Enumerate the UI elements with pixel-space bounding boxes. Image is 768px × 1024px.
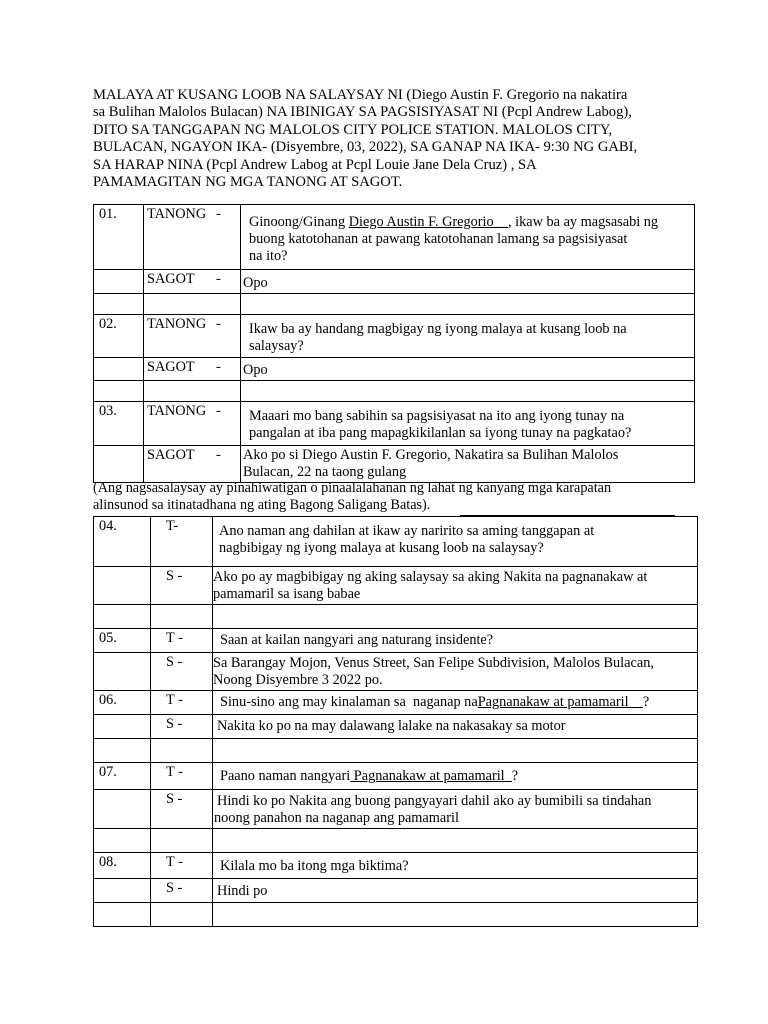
question-number: 06. [94, 691, 151, 715]
question-number: 04. [94, 517, 151, 567]
empty-cell [94, 715, 151, 739]
answer-text: Ako po si Diego Austin F. Gregorio, Nakatira sa Bulihan Malolos Bulacan, 22 na taong gulang [241, 446, 695, 483]
answer-label: SAGOT - [144, 358, 241, 381]
header-line: BULACAN, NGAYON IKA- (Disyembre, 03, 2022), SA GANAP NA IKA- 9:30 NG GABI, [93, 139, 638, 156]
question-text: Kilala mo ba itong mga biktima? [213, 853, 698, 879]
question-number: 05. [94, 629, 151, 653]
header-line: PAMAMAGITAN NG MGA TANONG AT SAGOT. [93, 174, 403, 191]
question-label: T - [151, 691, 213, 715]
question-label: T- [151, 517, 213, 567]
question-text: Maaari mo bang sabihin sa pagsisiyasat na ito ang iyong tunay na pangalan at iba pang mapagkikilanlan sa iyong tunay na pagkatao? [241, 402, 695, 446]
question-label: T - [151, 853, 213, 879]
blank-fill: Pagnanakaw at pamamaril [350, 768, 512, 784]
question-number: 03. [94, 402, 144, 446]
header-line: SA HARAP NINA (Pcpl Andrew Labog at Pcpl Louie Jane Dela Cruz) , SA [93, 156, 537, 173]
answer-label: S - [151, 653, 213, 691]
question-label: TANONG - [144, 205, 241, 270]
question-label: T - [151, 763, 213, 790]
answer-label: S - [151, 567, 213, 605]
answer-label: S - [151, 715, 213, 739]
blank-fill: Pagnanakaw at pamamaril [477, 694, 643, 710]
qa-table-part-1 [93, 204, 695, 483]
question-number: 07. [94, 763, 151, 790]
empty-cell [94, 358, 144, 381]
answer-text: Sa Barangay Mojon, Venus Street, San Felipe Subdivision, Malolos Bulacan, Noong Disyembre 3 2022 po. [213, 653, 698, 691]
empty-cell [94, 653, 151, 691]
question-text: Saan at kailan nangyari ang naturang insidente? [213, 629, 698, 653]
question-text: Ginoong/Ginang Diego Austin F. Gregorio__, ikaw ba ay magsasabi ng buong katotohanan at pawang katotohanan lamang sa pagsisiyasat na ito? [241, 205, 695, 270]
question-number: 08. [94, 853, 151, 879]
question-text: Ano naman ang dahilan at ikaw ay naririto sa aming tanggapan at nagbibigay ng iyong malaya at kusang loob na salaysay? [213, 517, 698, 567]
question-label: TANONG - [144, 315, 241, 358]
question-number: 02. [94, 315, 144, 358]
blank-fill: Diego Austin F. Gregorio__ [348, 214, 508, 230]
empty-cell [94, 879, 151, 903]
statement-header [93, 87, 693, 191]
answer-text: Opo [241, 270, 695, 294]
question-label: T - [151, 629, 213, 653]
answer-label: SAGOT - [144, 446, 241, 483]
question-text: Paano naman nangyari Pagnanakaw at pamamaril ? [213, 763, 698, 790]
question-text: Sinu-sino ang may kinalaman sa naganap naPagnanakaw at pamamaril ? [213, 691, 698, 715]
empty-cell [94, 446, 144, 483]
header-line: DITO SA TANGGAPAN NG MALOLOS CITY POLICE STATION. MALOLOS CITY, [93, 121, 613, 138]
question-label: TANONG - [144, 402, 241, 446]
qa-table-part-2 [93, 516, 698, 927]
header-line: sa Bulihan Malolos Bulacan) NA IBINIGAY SA PAGSISIYASAT NI (Pcpl Andrew Labog), [93, 104, 632, 121]
empty-cell [94, 567, 151, 605]
answer-text: Ako po ay magbibigay ng aking salaysay sa aking Nakita na pagnanakaw at pamamaril sa isang babae [213, 567, 698, 605]
answer-label: SAGOT - [144, 270, 241, 294]
empty-cell [94, 270, 144, 294]
question-number: 01. [94, 205, 144, 270]
header-line: MALAYA AT KUSANG LOOB NA SALAYSAY NI (Diego Austin F. Gregorio na nakatira [93, 87, 628, 103]
empty-cell [94, 790, 151, 829]
answer-label: S - [151, 879, 213, 903]
answer-text: Nakita ko po na may dalawang lalake na nakasakay sa motor [213, 715, 698, 739]
answer-text: Hindi po [213, 879, 698, 903]
answer-text: Hindi ko po Nakita ang buong pangyayari dahil ako ay bumibili sa tindahan noong panahon na naganap ang pamamaril [213, 790, 698, 829]
answer-label: S - [151, 790, 213, 829]
answer-text: Opo [241, 358, 695, 381]
question-text: Ikaw ba ay handang magbigay ng iyong malaya at kusang loob na salaysay? [241, 315, 695, 358]
rights-note: (Ang nagsasalaysay ay pinahiwatigan o pinaalalahanan ng lahat ng kanyang mga karapatan alinsunod sa itinatadhana ng ating Bagong Saligang Batas). [93, 480, 612, 513]
